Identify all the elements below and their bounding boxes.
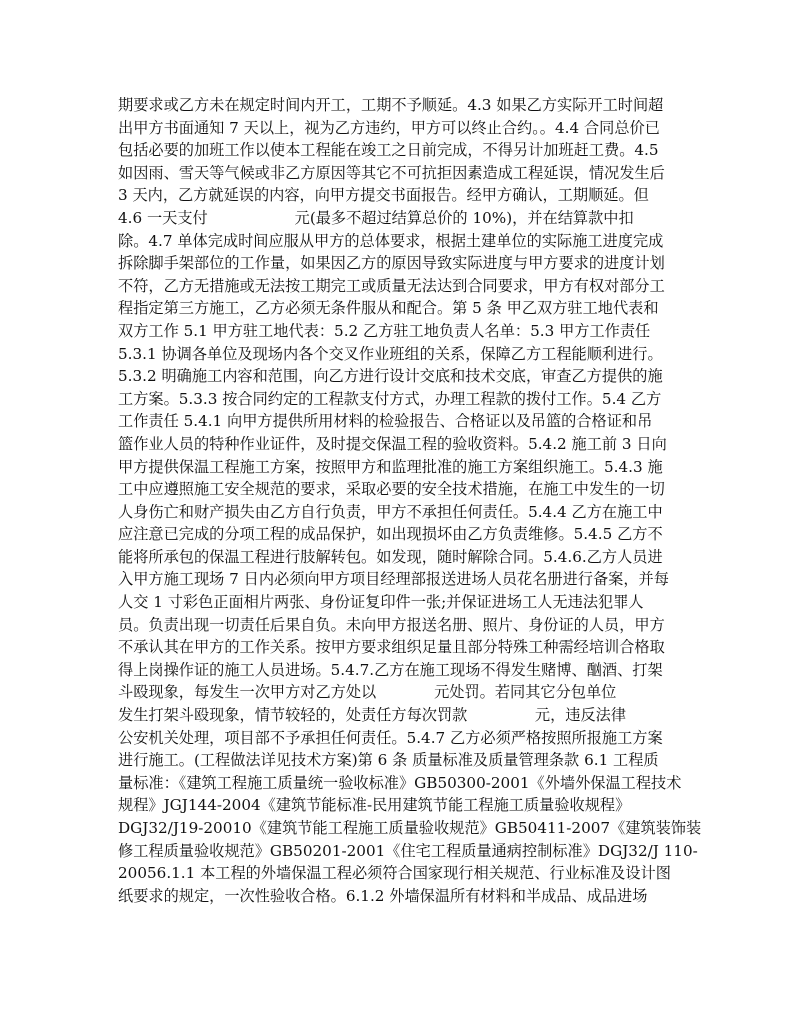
text-line: 发生打架斗殴现象，情节较轻的，处责任方每次罚款 元，违反法律	[118, 706, 627, 725]
text-line: 5.3.2 明确施工内容和范围，向乙方进行设计交底和技术交底，审查乙方提供的施	[118, 367, 663, 386]
text-line: 篮作业人员的特种作业证件，及时提交保温工程的验收资料。5.4.2 施工前 3 日向	[118, 434, 667, 453]
text-line: 规程》JGJ144-2004《建筑节能标准-民用建筑节能工程施工质量验收规程》	[118, 796, 631, 815]
text-line: 工中应遵照施工安全规范的要求，采取必要的安全技术措施，在施工中发生的一切	[118, 480, 665, 499]
text-line: 得上岗操作证的施工人员进场。5.4.7.乙方在施工现场不得发生赌博、酗酒、打架	[118, 660, 663, 679]
text-line: 入甲方施工现场 7 日内必须向甲方项目经理部报送进场人员花名册进行备案，并每	[118, 570, 669, 589]
text-line: 斗殴现象，每发生一次甲方对乙方处以 元处罚。若同其它分包单位	[118, 683, 617, 702]
text-line: 甲方提供保温工程施工方案，按照甲方和监理批准的施工方案组织施工。5.4.3 施	[118, 457, 663, 476]
text-line: 期要求或乙方未在规定时间内开工，工期不予顺延。4.3 如果乙方实际开工时间超	[118, 96, 664, 114]
text-line: 出甲方书面通知 7 天以上，视为乙方违约，甲方可以终止合约。。4.4 合同总价已	[118, 118, 660, 137]
text-line: 量标准：《建筑工程施工质量统一验收标准》GB50300-2001《外墙外保温工程技术	[118, 773, 682, 792]
text-line: 5.3.1 协调各单位及现场内各个交叉作业班组的关系，保障乙方工程能顺利进行。	[118, 344, 663, 363]
text-line: 如因雨、雪天等气候或非乙方原因等其它不可抗拒因素造成工程延误，情况发生后	[118, 163, 665, 182]
text-line: 20056.1.1 本工程的外墙保温工程必须符合国家现行相关规范、行业标准及设计图	[118, 864, 671, 883]
text-line: 3 天内，乙方就延误的内容，向甲方提交书面报告。经甲方确认，工期顺延。但	[118, 186, 649, 205]
text-line: 除。4.7 单体完成时间应服从甲方的总体要求，根据土建单位的实际施工进度完成	[118, 231, 664, 250]
text-line: 公安机关处理，项目部不予承担任何责任。5.4.7 乙方必须严格按照所报施工方案	[118, 728, 663, 747]
text-line: 员。负责出现一切责任后果自负。未向甲方报送名册、照片、身份证的人员，甲方	[118, 615, 665, 634]
text-line: 能将所承包的保温工程进行肢解转包。如发现，随时解除合同。5.4.6.乙方人员进	[118, 547, 663, 566]
text-line: 人交 1 寸彩色正面相片两张、身份证复印件一张;并保证进场工人无违法犯罪人	[118, 593, 644, 612]
text-line: 纸要求的规定，一次性验收合格。6.1.2 外墙保温所有材料和半成品、成品进场	[118, 886, 648, 905]
text-line: 应注意已完成的分项工程的成品保护，如出现损坏由乙方负责维修。5.4.5 乙方不	[118, 525, 663, 544]
text-line: 不符，乙方无措施或无法按工期完工或质量无法达到合同要求，甲方有权对部分工	[118, 276, 665, 295]
text-line: 4.6 一天支付 元(最多不超过结算总价的 10%)，并在结算款中扣	[118, 208, 634, 227]
text-line: 包括必要的加班工作以使本工程能在竣工之日前完成，不得另计加班赶工费。4.5	[118, 141, 659, 160]
text-line: DGJ32/J19-20010《建筑节能工程施工质量验收规范》GB50411-2007《建筑装饰装	[118, 819, 702, 837]
text-line: 进行施工。(工程做法详见技术方案)第 6 条 质量标准及质量管理条款 6.1 工程质	[118, 751, 659, 770]
text-line: 程指定第三方施工，乙方必须无条件服从和配合。第 5 条 甲乙双方驻工地代表和	[118, 299, 659, 318]
text-line: 修工程质量验收规范》GB50201-2001《住宅工程质量通病控制标准》DGJ32/J 110-	[118, 841, 698, 860]
text-line: 工作责任 5.4.1 向甲方提供所用材料的检验报告、合格证以及吊篮的合格证和吊	[118, 412, 653, 431]
text-line: 双方工作 5.1 甲方驻工地代表：5.2 乙方驻工地负责人名单：5.3 甲方工作责任	[118, 321, 651, 340]
text-line: 拆除脚手架部位的工作量，如果因乙方的原因导致实际进度与甲方要求的进度计划	[118, 254, 665, 273]
text-line: 工方案。5.3.3 按合同约定的工程款支付方式，办理工程款的拨付工作。5.4 乙方	[118, 389, 662, 408]
text-line: 人身伤亡和财产损失由乙方自行负责，甲方不承担任何责任。5.4.4 乙方在施工中	[118, 502, 663, 521]
text-line: 不承认其在甲方的工作关系。按甲方要求组织足量且部分特殊工种需经培训合格取	[118, 638, 665, 657]
contract-body-text	[118, 94, 702, 907]
